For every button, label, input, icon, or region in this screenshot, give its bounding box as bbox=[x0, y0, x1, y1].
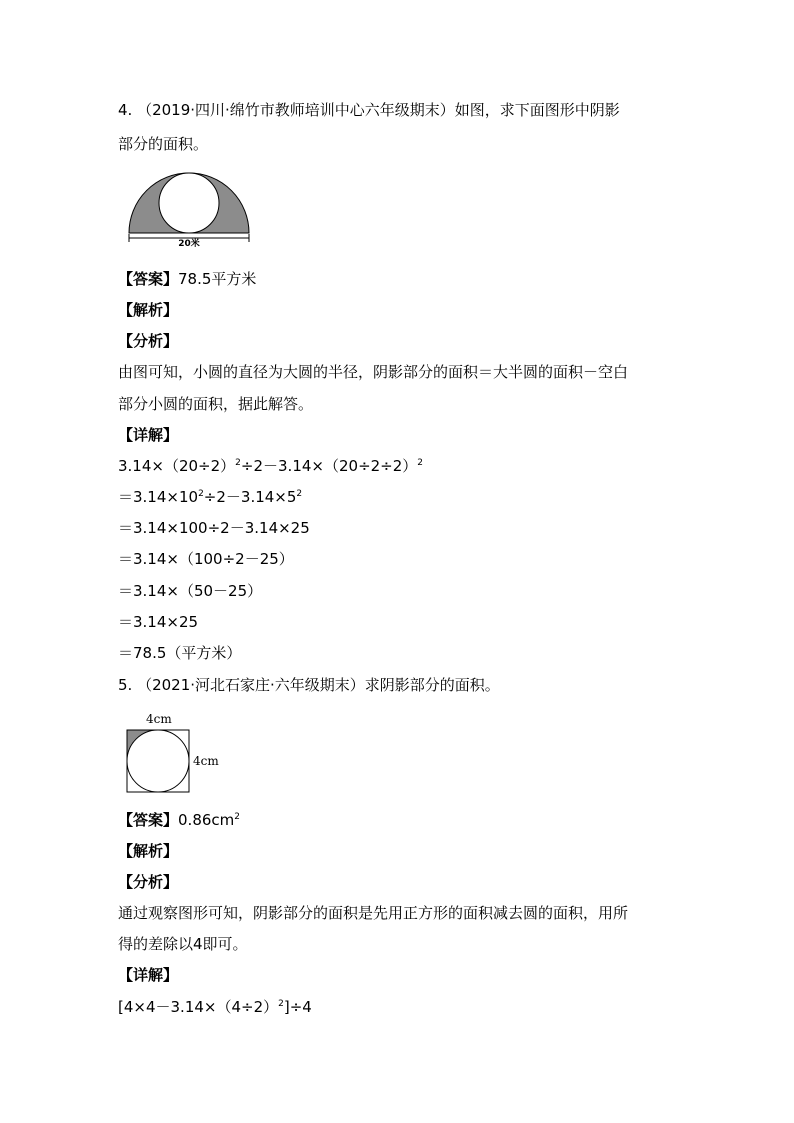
q4-answer bbox=[118, 269, 256, 289]
q5-answer bbox=[118, 810, 240, 830]
q5-circle bbox=[127, 730, 189, 792]
q5-title-line1: 5. （2021·河北石家庄·六年级期末）求阴影部分的面积。 bbox=[118, 676, 500, 694]
q4-answer-value: 78.5平方米 bbox=[178, 270, 257, 288]
q5-top-label: 4cm bbox=[146, 712, 172, 726]
q5-detail-formula: $[4\times 4-3.14\times(4\div 2)^2]\div 4$ bbox=[118, 998, 312, 1016]
q5-analysis-tag: 【解析】 bbox=[118, 842, 179, 860]
q5-answer-tag: 【答案】 bbox=[118, 811, 179, 829]
q4-small-circle bbox=[159, 173, 219, 233]
q4-title-line1: 4. （2019·四川·绵竹市教师培训中心六年级期末）如图，求下面图形中阴影 bbox=[118, 101, 620, 119]
q4-fenxi-line1: 由图可知，小圆的直径为大圆的半径，阴影部分的面积＝大半圆的面积－空白 bbox=[118, 363, 629, 381]
q4-detail-tag: 【详解】 bbox=[118, 426, 179, 444]
q4-step: ＝3.14×（100÷2－25） bbox=[118, 550, 294, 568]
q4-semicircle-figure bbox=[124, 168, 254, 248]
q5-square-figure bbox=[126, 729, 190, 793]
q4-fenxi-line2: 部分小圆的面积，据此解答。 bbox=[118, 395, 314, 413]
q5-fenxi-line2: 得的差除以4即可。 bbox=[118, 935, 248, 953]
q5-fenxi-line1: 通过观察图形可知，阴影部分的面积是先用正方形的面积减去圆的面积，用所 bbox=[118, 904, 629, 922]
q4-figure-label: 20米 bbox=[178, 239, 200, 248]
q4-title-line2: 部分的面积。 bbox=[118, 135, 209, 153]
q5-answer-value: 0.86cm bbox=[178, 811, 235, 829]
q4-step: $3.14\times(20\div 2)^2\div 2-3.14\times(20\div 2\div 2)^2$ bbox=[118, 457, 424, 475]
q4-step: ＝3.14×（50－25） bbox=[118, 582, 263, 600]
q4-analysis-tag: 【解析】 bbox=[118, 301, 179, 319]
q4-step: $=3.14\times 10^2\div 2-3.14\times 5^2$ bbox=[118, 488, 303, 506]
q5-answer-sup: 2 bbox=[234, 812, 241, 822]
q5-fenxi-tag: 【分析】 bbox=[118, 873, 179, 891]
q4-step: ＝3.14×25 bbox=[118, 613, 199, 631]
q4-fenxi-tag: 【分析】 bbox=[118, 332, 179, 350]
q5-side-label: 4cm bbox=[193, 754, 219, 768]
q4-answer-tag: 【答案】 bbox=[118, 270, 179, 288]
q5-detail-tag: 【详解】 bbox=[118, 966, 179, 984]
q4-step: ＝3.14×100÷2－3.14×25 bbox=[118, 519, 310, 537]
q4-step: ＝78.5（平方米） bbox=[118, 644, 242, 662]
